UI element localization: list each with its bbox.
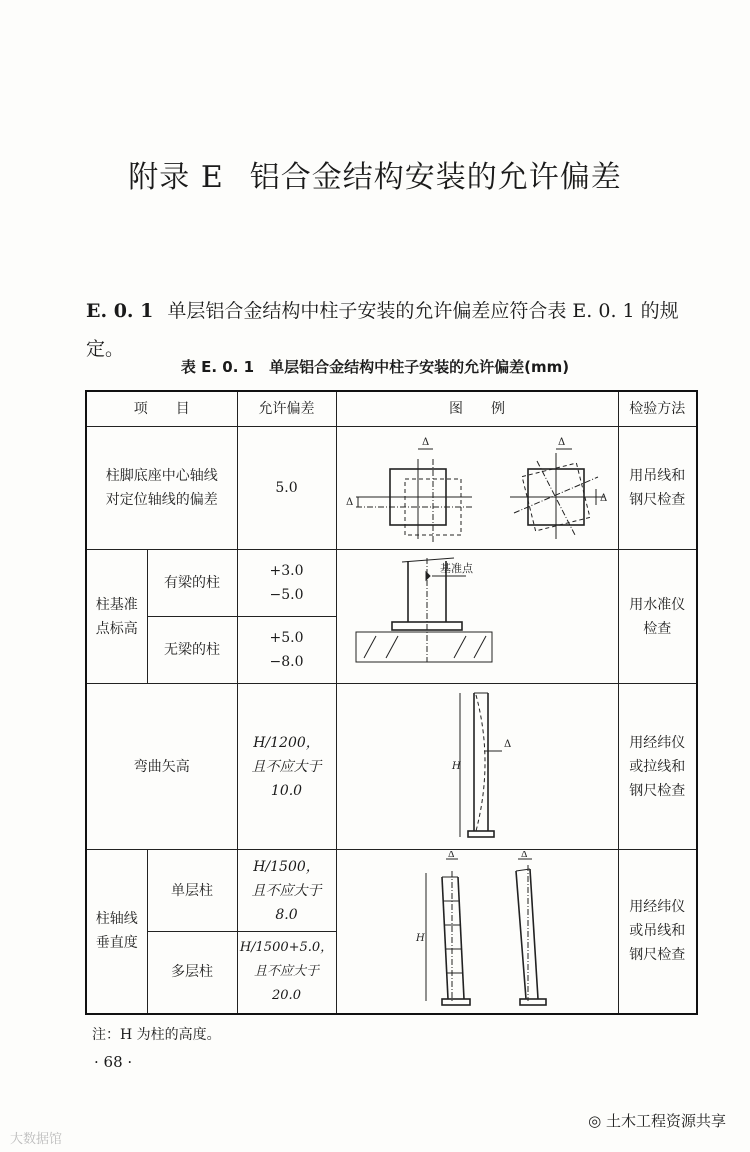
watermark-right: ◎ 土木工程资源共享 — [588, 1112, 726, 1130]
row-group: 柱轴线垂直度 — [86, 850, 147, 1014]
svg-text:Δ: Δ — [521, 851, 528, 861]
row-method: 用水准仪检查 — [618, 550, 697, 684]
figure-elevation — [336, 550, 618, 684]
clause-number: E. 0. 1 — [86, 300, 154, 322]
figure-verticality — [336, 850, 618, 1014]
svg-text:H: H — [416, 933, 425, 945]
row-tolerance: +3.0 −5.0 — [237, 550, 336, 617]
tolerance-table — [85, 390, 698, 1015]
page-title — [0, 152, 750, 196]
svg-text:Δ: Δ — [600, 492, 608, 504]
svg-text:Δ: Δ — [448, 851, 455, 861]
svg-text:基准点: 基准点 — [440, 562, 473, 575]
row-tolerance: H/1500+5.0，且不应大于 20.0 — [237, 932, 336, 1014]
table-note: 注：H 为柱的高度。 — [92, 1027, 221, 1043]
appendix-label: 附录 E — [128, 160, 224, 195]
figure-bending — [336, 684, 618, 850]
row-item: 柱脚底座中心轴线对定位轴线的偏差 — [86, 427, 237, 550]
row-item: 弯曲矢高 — [86, 684, 237, 850]
header-figure: 图 例 — [336, 391, 618, 427]
svg-text:Δ: Δ — [558, 436, 566, 448]
header-item: 项 目 — [86, 391, 237, 427]
appendix-title: 铝合金结构安装的允许偏差 — [249, 160, 622, 195]
row-subitem: 无梁的柱 — [147, 617, 237, 684]
row-method: 用经纬仪或吊线和钢尺检查 — [618, 850, 697, 1014]
row-tolerance: 5.0 — [237, 427, 336, 550]
svg-text:Δ: Δ — [504, 738, 512, 750]
figure-base-offset — [336, 427, 618, 550]
page-number: · 68 · — [94, 1053, 133, 1071]
svg-text:H: H — [452, 760, 461, 772]
row-tolerance: +5.0 −8.0 — [237, 617, 336, 684]
header-method: 检验方法 — [618, 391, 697, 427]
row-method: 用吊线和钢尺检查 — [618, 427, 697, 550]
row-subitem: 单层柱 — [147, 850, 237, 932]
svg-text:Δ: Δ — [422, 436, 430, 448]
row-tolerance: H/1500，且不应大于 8.0 — [237, 850, 336, 932]
row-subitem: 有梁的柱 — [147, 550, 237, 617]
clause-text: 单层铝合金结构中柱子安装的允许偏差应符合表 E. 0. 1 的规定。 — [86, 300, 679, 360]
svg-text:Δ: Δ — [346, 496, 354, 508]
row-tolerance: H/1200，且不应大于 10.0 — [237, 684, 336, 850]
row-group: 柱基准点标高 — [86, 550, 147, 684]
wechat-icon: ◎ — [588, 1112, 606, 1130]
header-tolerance: 允许偏差 — [237, 391, 336, 427]
table-caption: 表 E. 0. 1 单层铝合金结构中柱子安装的允许偏差(mm) — [180, 358, 570, 376]
watermark-left: 大数据馆 — [10, 1132, 63, 1147]
row-subitem: 多层柱 — [147, 932, 237, 1014]
row-method: 用经纬仪或拉线和钢尺检查 — [618, 684, 697, 850]
